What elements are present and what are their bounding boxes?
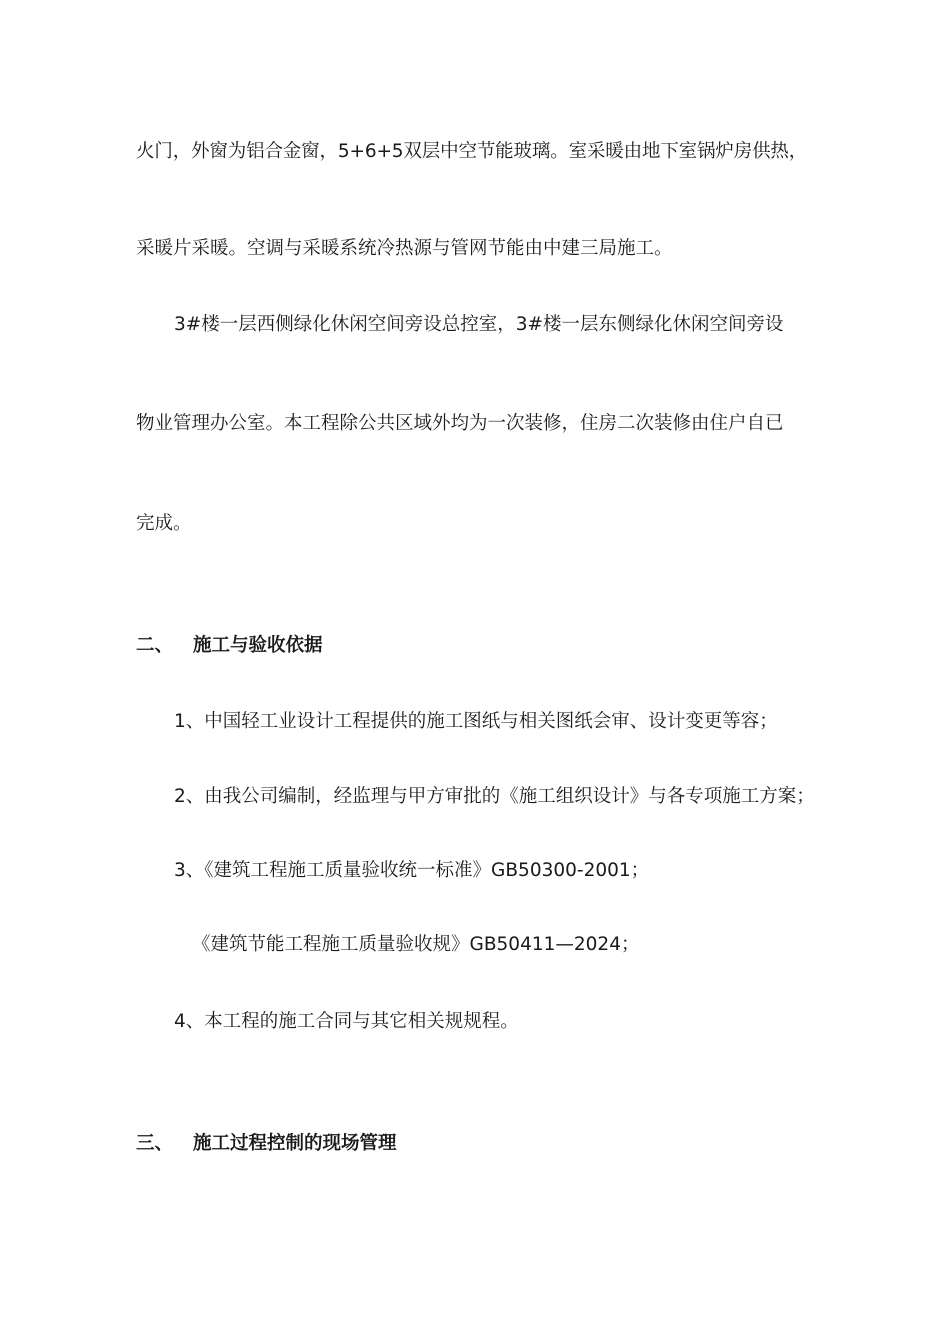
- paragraph-1-line-2: 采暖片采暖。空调与采暖系统冷热源与管网节能由中建三局施工。: [136, 238, 673, 259]
- section-2-title: 施工与验收依据: [193, 635, 323, 656]
- section-3-title: 施工过程控制的现场管理: [193, 1133, 397, 1154]
- section-3-number: 三、: [136, 1133, 174, 1154]
- paragraph-1-line-1: 火门，外窗为铝合金窗，5+6+5双层中空节能玻璃。室采暖由地下室锅炉房供热，: [136, 141, 808, 162]
- section-2-number: 二、: [136, 635, 174, 656]
- basis-item-4: 4、本工程的施工合同与其它相关规规程。: [174, 1011, 519, 1032]
- section-3-heading: [136, 1132, 397, 1156]
- basis-item-3-continued: 《建筑节能工程施工质量验收规》GB50411—2024；: [192, 934, 640, 955]
- basis-item-2: 2、由我公司编制，经监理与甲方审批的《施工组织设计》与各专项施工方案；: [174, 786, 815, 807]
- basis-item-1: 1、中国轻工业设计工程提供的施工图纸与相关图纸会审、设计变更等容；: [174, 711, 778, 732]
- paragraph-2-line-1: 3#楼一层西侧绿化休闲空间旁设总控室，3#楼一层东侧绿化休闲空间旁设: [174, 314, 784, 335]
- paragraph-2-line-3: 完成。: [136, 513, 192, 534]
- section-2-heading: [136, 634, 323, 658]
- basis-item-3: 3、《建筑工程施工质量验收统一标准》GB50300-2001；: [174, 860, 650, 881]
- paragraph-2-line-2: 物业管理办公室。本工程除公共区域外均为一次装修，住房二次装修由住户自已: [136, 413, 784, 434]
